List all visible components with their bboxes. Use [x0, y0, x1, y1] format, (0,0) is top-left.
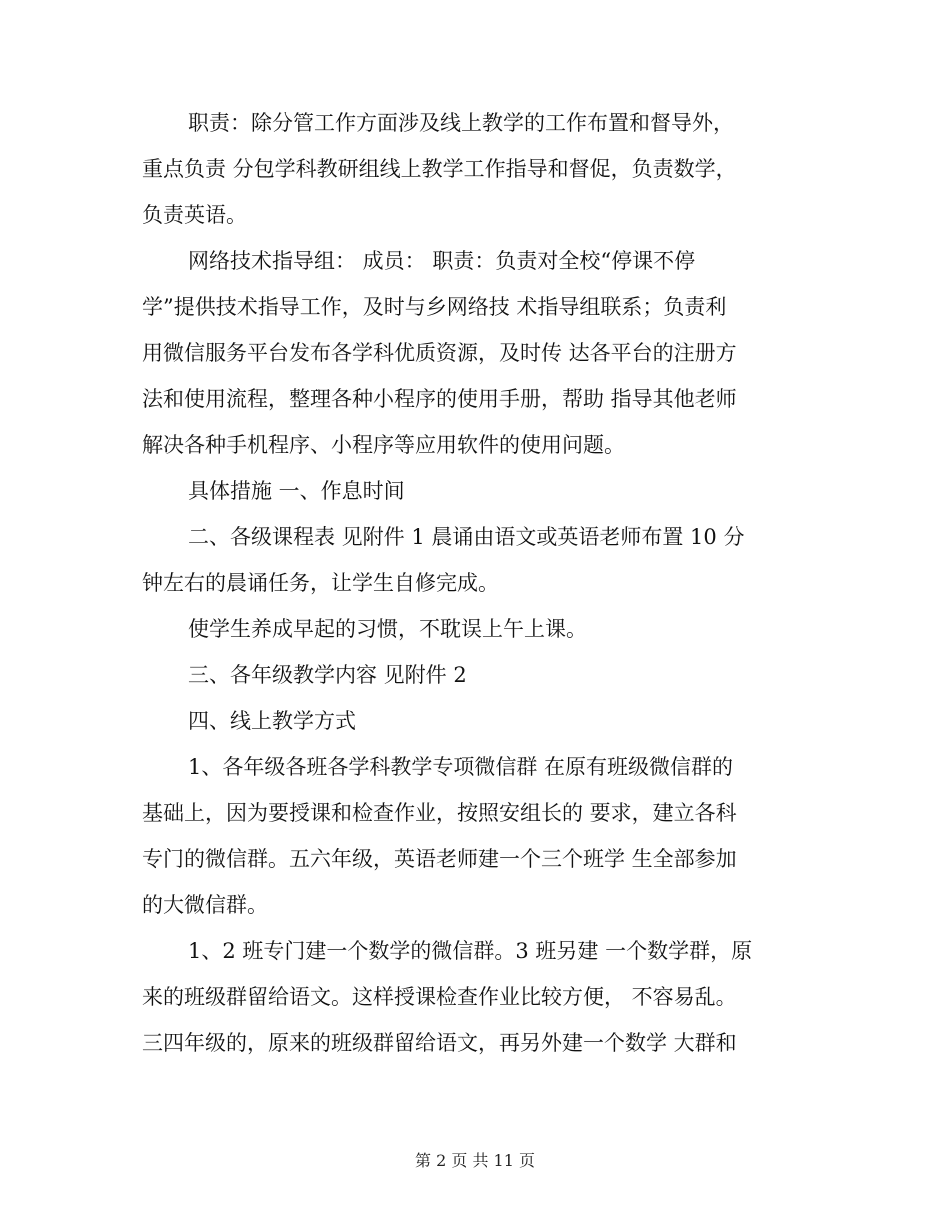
page-footer: 第 2 页 共 11 页 [415, 1151, 535, 1170]
text-line: 负责英语。 [142, 203, 247, 227]
text-line: 学”提供技术指导工作，及时与乡网络技 术指导组联系；负责利 [142, 295, 727, 319]
text-line: 来的班级群留给语文。这样授课检查作业比较方便， 不容易乱。 [142, 985, 737, 1009]
text-line: 职责：除分管工作方面涉及线上教学的工作布置和督导外， [188, 111, 734, 135]
text-line: 二、各级课程表 见附件 1 晨诵由语文或英语老师布置 10 分 [188, 525, 745, 549]
text-line: 的大微信群。 [142, 893, 268, 917]
text-line: 三、各年级教学内容 见附件 2 [188, 663, 467, 687]
text-line: 1、各年级各班各学科教学专项微信群 在原有班级微信群的 [188, 755, 734, 779]
text-line: 解决各种手机程序、小程序等应用软件的使用问题。 [142, 433, 625, 457]
text-line: 用微信服务平台发布各学科优质资源，及时传 达各平台的注册方 [142, 341, 737, 365]
document-body [142, 100, 808, 1066]
text-line: 四、线上教学方式 [188, 709, 356, 733]
text-line: 基础上，因为要授课和检查作业，按照安组长的 要求，建立各科 [142, 801, 737, 825]
text-line: 钟左右的晨诵任务，让学生自修完成。 [142, 571, 499, 595]
text-line: 重点负责 分包学科教研组线上教学工作指导和督促，负责数学， [142, 157, 737, 181]
text-line: 法和使用流程，整理各种小程序的使用手册，帮助 指导其他老师 [142, 387, 737, 411]
text-line: 使学生养成早起的习惯，不耽误上午上课。 [188, 617, 587, 641]
text-line: 三四年级的，原来的班级群留给语文，再另外建一个数学 大群和 [142, 1031, 737, 1055]
text-line: 网络技术指导组： 成员： 职责：负责对全校“停课不停 [188, 249, 696, 273]
body-paragraphs [142, 100, 808, 1066]
text-line: 专门的微信群。五六年级，英语老师建一个三个班学 生全部参加 [142, 847, 737, 871]
text-line: 具体措施 一、作息时间 [188, 479, 405, 503]
text-line: 1、2 班专门建一个数学的微信群。3 班另建 一个数学群，原 [188, 939, 753, 963]
